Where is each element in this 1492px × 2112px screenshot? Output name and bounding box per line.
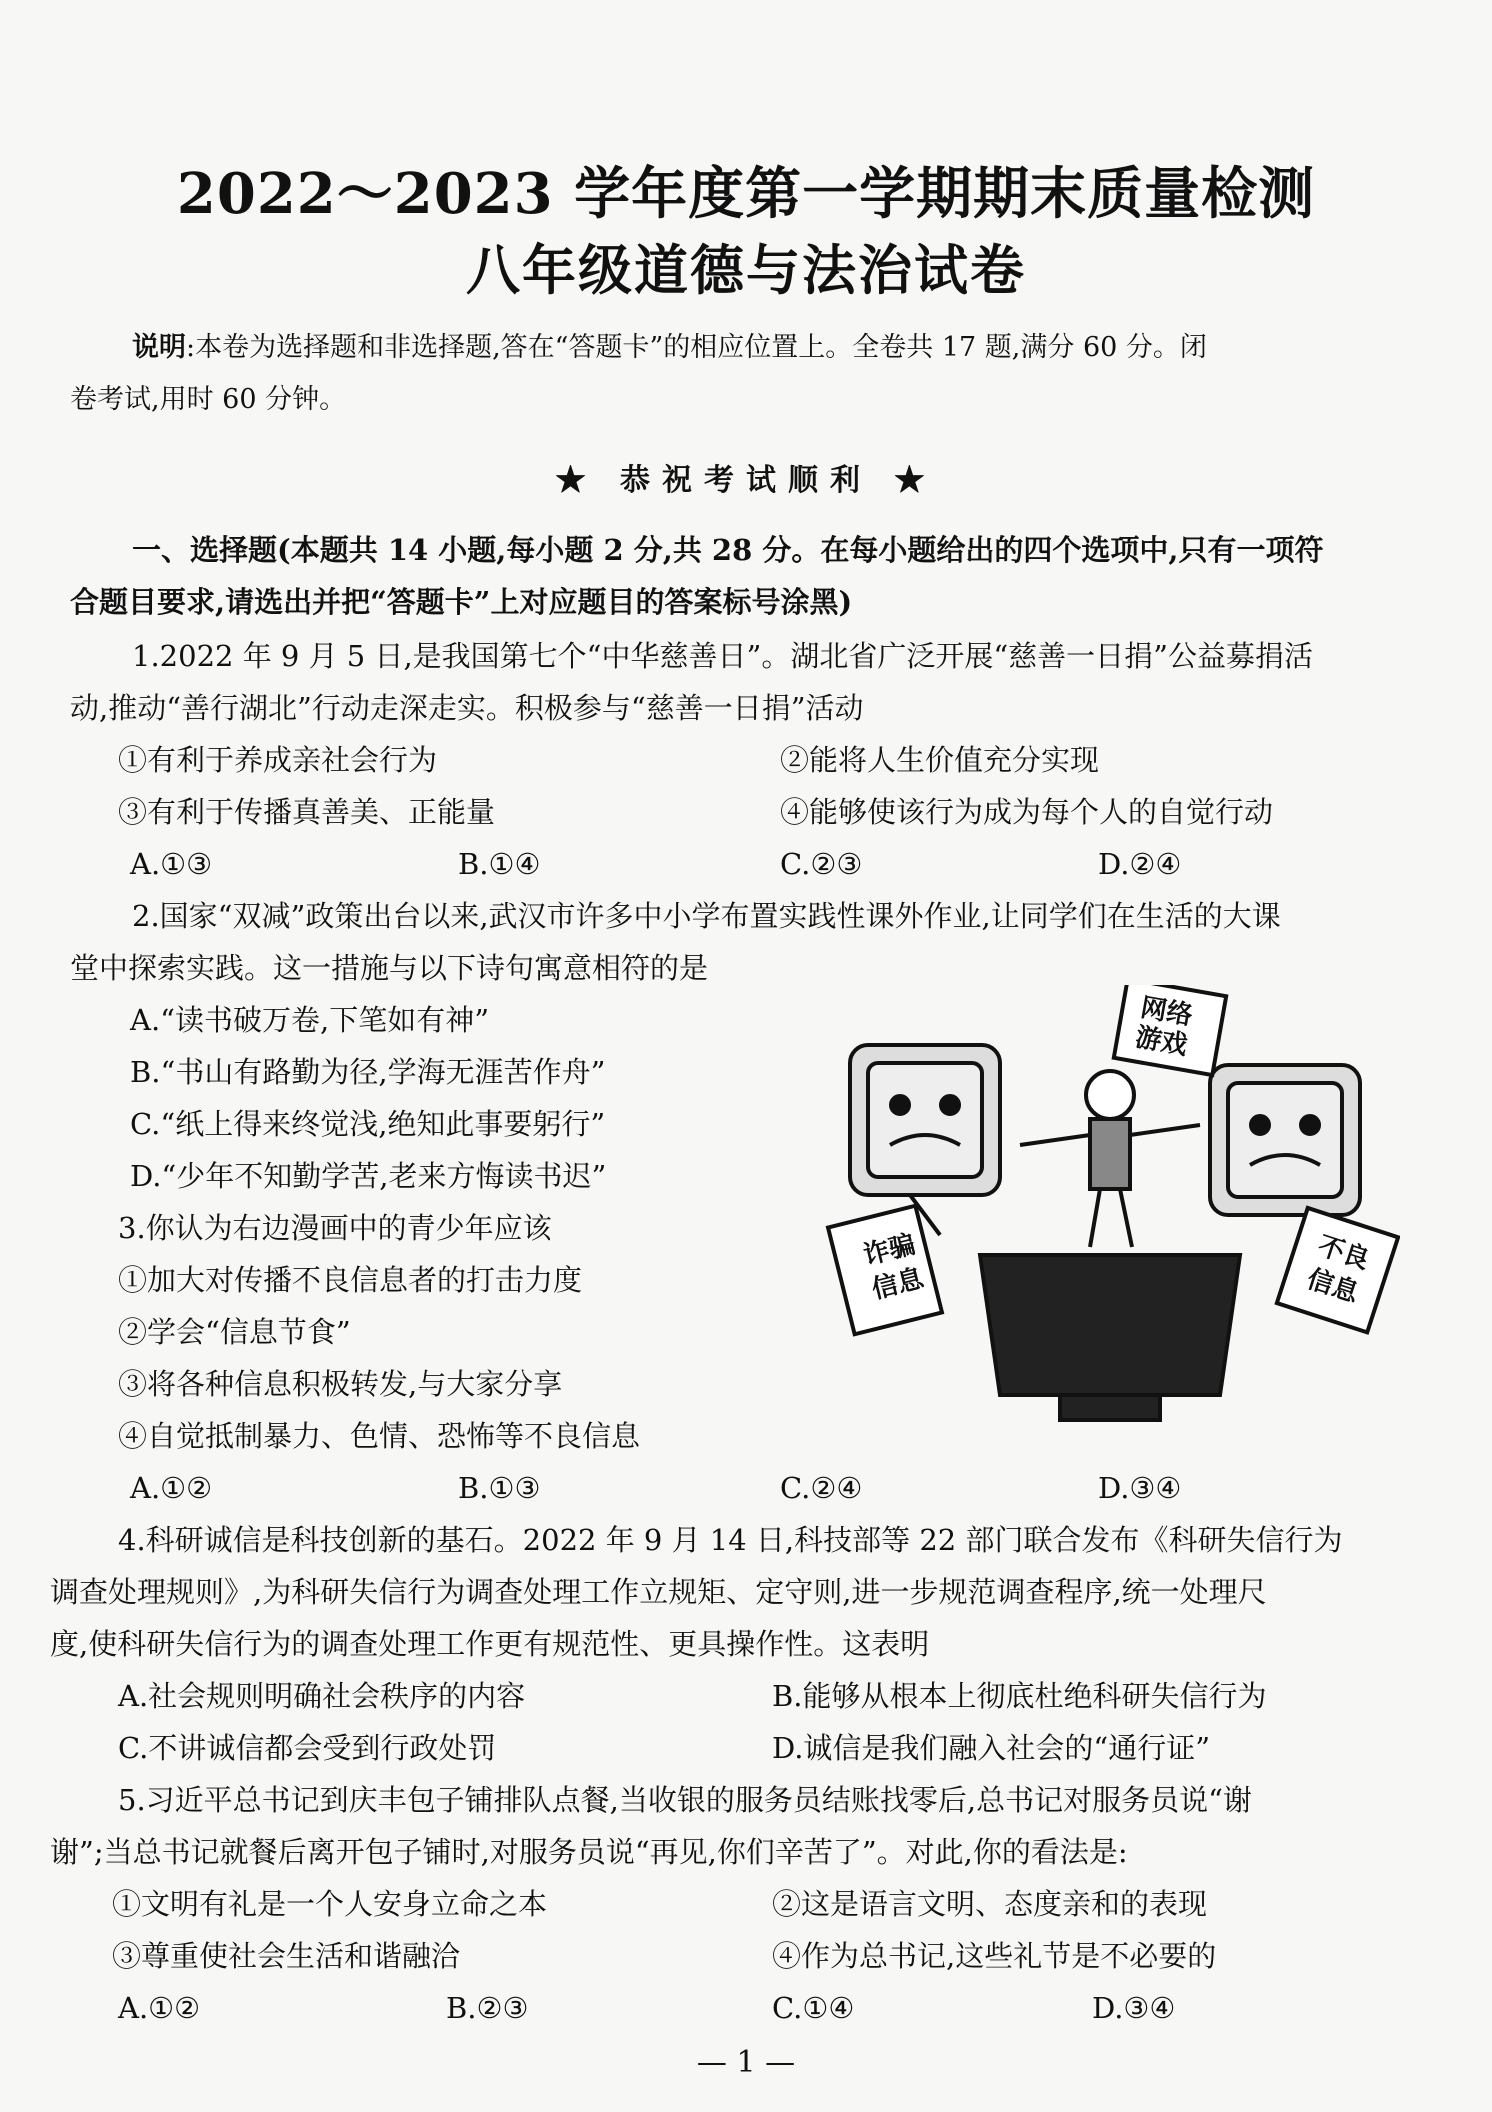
page-number: — 1 — bbox=[696, 2045, 796, 2080]
q3-statement-1: ①加大对传播不良信息者的打击力度 bbox=[118, 1263, 583, 1297]
q5-stem-line2: 谢”;当总书记就餐后离开包子铺时,对服务员说“再见,你们辛苦了”。对此,你的看法是: bbox=[50, 1835, 1128, 1869]
q5-statement-1: ①文明有礼是一个人安身立命之本 bbox=[112, 1887, 548, 1921]
q2-option-b: B.“书山有路勤为径,学海无涯苦作舟” bbox=[130, 1055, 606, 1089]
q1-option-a: A.①③ bbox=[130, 847, 213, 881]
q5-option-d: D.③④ bbox=[1092, 1991, 1176, 2025]
q2-option-a: A.“读书破万卷,下笔如有神” bbox=[130, 1003, 490, 1037]
fraud-sign-icon bbox=[828, 1206, 942, 1335]
q4-option-b: B.能够从根本上彻底杜绝科研失信行为 bbox=[772, 1679, 1267, 1713]
instructions-line2: 卷考试,用时 60 分钟。 bbox=[70, 384, 347, 415]
q3-statement-3: ③将各种信息积极转发,与大家分享 bbox=[118, 1367, 563, 1401]
q4-stem-line3: 度,使科研失信行为的调查处理工作更有规范性、更具操作性。这表明 bbox=[50, 1627, 930, 1661]
label-fraud-info-2: 信息 bbox=[868, 1263, 927, 1306]
label-bad-info: 不良 bbox=[1314, 1230, 1373, 1276]
label-bad-info-2: 信息 bbox=[1303, 1264, 1363, 1309]
q4-stem-line1: 4.科研诚信是科技创新的基石。2022 年 9 月 14 日,科技部等 22 部门联合发布《科研失信行为 bbox=[118, 1523, 1343, 1557]
q5-stem-line1: 5.习近平总书记到庆丰包子铺排队点餐,当收银的服务员结账找零后,总书记对服务员说“谢 bbox=[118, 1783, 1252, 1817]
label-fraud-info: 诈骗 bbox=[860, 1229, 919, 1272]
q5-option-c: C.①④ bbox=[772, 1991, 855, 2025]
label-online-games: 网络 bbox=[1138, 992, 1195, 1032]
blessing-banner: ★ 恭祝考试顺利 ★ bbox=[555, 463, 937, 498]
q2-option-c: C.“纸上得来终觉浅,绝知此事要躬行” bbox=[130, 1107, 606, 1141]
q3-statement-4: ④自觉抵制暴力、色情、恐怖等不良信息 bbox=[118, 1419, 641, 1453]
instructions-line1 bbox=[132, 328, 1207, 368]
exam-title-line2: 八年级道德与法治试卷 bbox=[466, 238, 1026, 302]
q1-stem-line1: 1.2022 年 9 月 5 日,是我国第七个“中华慈善日”。湖北省广泛开展“慈善一日捐”公益募捐活 bbox=[132, 639, 1313, 673]
q1-option-b: B.①④ bbox=[458, 847, 541, 881]
instructions-text1: :本卷为选择题和非选择题,答在“答题卡”的相应位置上。全卷共 17 题,满分 60 分。闭 bbox=[186, 332, 1207, 363]
section1-heading1: 一、选择题(本题共 14 小题,每小题 2 分,共 28 分。在每小题给出的四个选项中,只有一项符 bbox=[132, 533, 1324, 567]
right-monitor-icon bbox=[1210, 1065, 1360, 1215]
q3-option-d: D.③④ bbox=[1098, 1471, 1182, 1505]
instructions-label: 说明 bbox=[132, 332, 186, 363]
q1-statement-1: ①有利于养成亲社会行为 bbox=[118, 743, 438, 777]
q4-stem-line2: 调查处理规则》,为科研失信行为调查处理工作立规矩、定守则,进一步规范调查程序,统一处理尺 bbox=[50, 1575, 1267, 1609]
q5-option-a: A.①② bbox=[118, 1991, 201, 2025]
q3-option-b: B.①③ bbox=[458, 1471, 541, 1505]
q3-option-a: A.①② bbox=[130, 1471, 213, 1505]
cartoon-illustration bbox=[820, 985, 1400, 1435]
q4-option-d: D.诚信是我们融入社会的“通行证” bbox=[772, 1731, 1211, 1765]
left-monitor-icon bbox=[850, 1045, 1000, 1235]
q5-statement-2: ②这是语言文明、态度亲和的表现 bbox=[772, 1887, 1208, 1921]
center-podium-icon bbox=[980, 1255, 1240, 1420]
q2-stem-line1: 2.国家“双减”政策出台以来,武汉市许多中小学布置实践性课外作业,让同学们在生活的大课 bbox=[132, 899, 1281, 933]
exam-title-line1: 2022～2023 学年度第一学期期末质量检测 bbox=[176, 161, 1316, 227]
q1-statement-3: ③有利于传播真善美、正能量 bbox=[118, 795, 496, 829]
q1-option-d: D.②④ bbox=[1098, 847, 1182, 881]
q5-statement-4: ④作为总书记,这些礼节是不必要的 bbox=[772, 1939, 1217, 1973]
bad-info-sign-icon bbox=[1277, 1208, 1398, 1332]
q3-statement-2: ②学会“信息节食” bbox=[118, 1315, 351, 1349]
label-online-games-2: 游戏 bbox=[1133, 1022, 1190, 1062]
q1-statement-4: ④能够使该行为成为每个人的自觉行动 bbox=[780, 795, 1274, 829]
q3-option-c: C.②④ bbox=[780, 1471, 863, 1505]
q5-statement-3: ③尊重使社会生活和谐融洽 bbox=[112, 1939, 461, 1973]
q2-stem-line2: 堂中探索实践。这一措施与以下诗句寓意相符的是 bbox=[70, 951, 709, 985]
q4-option-c: C.不讲诚信都会受到行政处罚 bbox=[118, 1731, 497, 1765]
q1-statement-2: ②能将人生价值充分实现 bbox=[780, 743, 1100, 777]
q1-option-c: C.②③ bbox=[780, 847, 863, 881]
q3-stem: 3.你认为右边漫画中的青少年应该 bbox=[118, 1211, 552, 1245]
teenager-figure-icon bbox=[1020, 1071, 1200, 1247]
q2-option-d: D.“少年不知勤学苦,老来方悔读书迟” bbox=[130, 1159, 607, 1193]
q5-option-b: B.②③ bbox=[446, 1991, 529, 2025]
q4-option-a: A.社会规则明确社会秩序的内容 bbox=[118, 1679, 526, 1713]
q1-stem-line2: 动,推动“善行湖北”行动走深走实。积极参与“慈善一日捐”活动 bbox=[70, 691, 864, 725]
section1-heading2: 合题目要求,请选出并把“答题卡”上对应题目的答案标号涂黑) bbox=[70, 585, 853, 619]
